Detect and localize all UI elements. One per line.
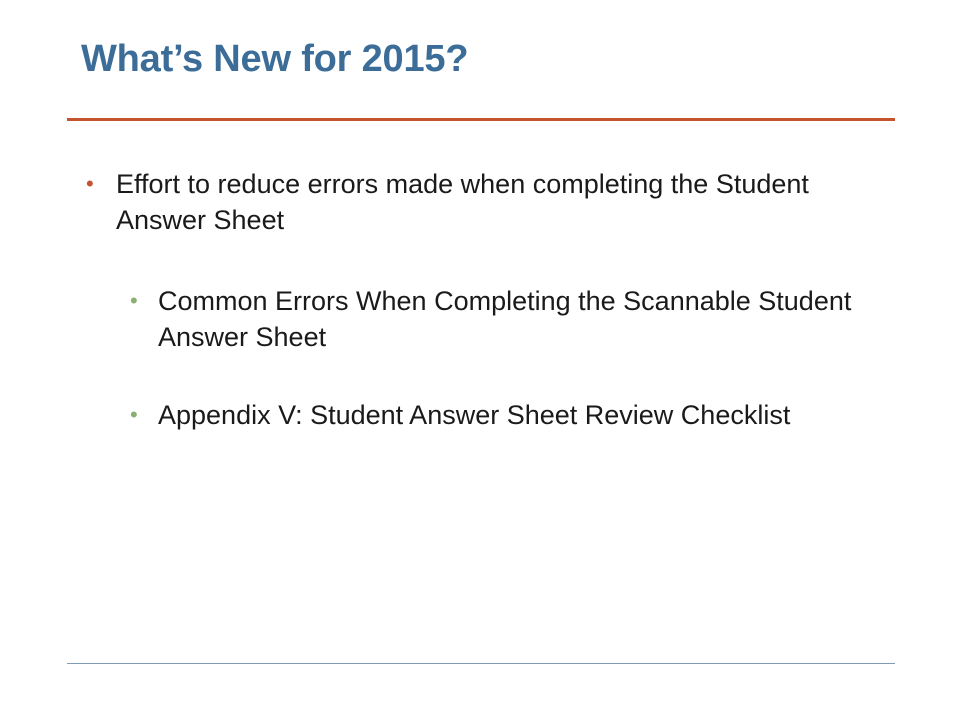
slide-title: What’s New for 2015? [81, 38, 469, 80]
bullet-dot-icon: • [130, 402, 138, 427]
bullet-dot-icon: • [86, 171, 94, 196]
title-divider [67, 118, 895, 121]
bullet-item-level2 [130, 283, 878, 355]
footer-divider [67, 663, 895, 664]
bullet-item-level2 [130, 397, 878, 433]
bullet-text: Effort to reduce errors made when completing the Student Answer Sheet [116, 169, 809, 235]
bullet-text: Appendix V: Student Answer Sheet Review Checklist [158, 400, 791, 430]
bullet-dot-icon: • [130, 288, 138, 313]
bullet-item-level1 [86, 166, 876, 238]
bullet-text: Common Errors When Completing the Scannable Student Answer Sheet [158, 286, 852, 352]
